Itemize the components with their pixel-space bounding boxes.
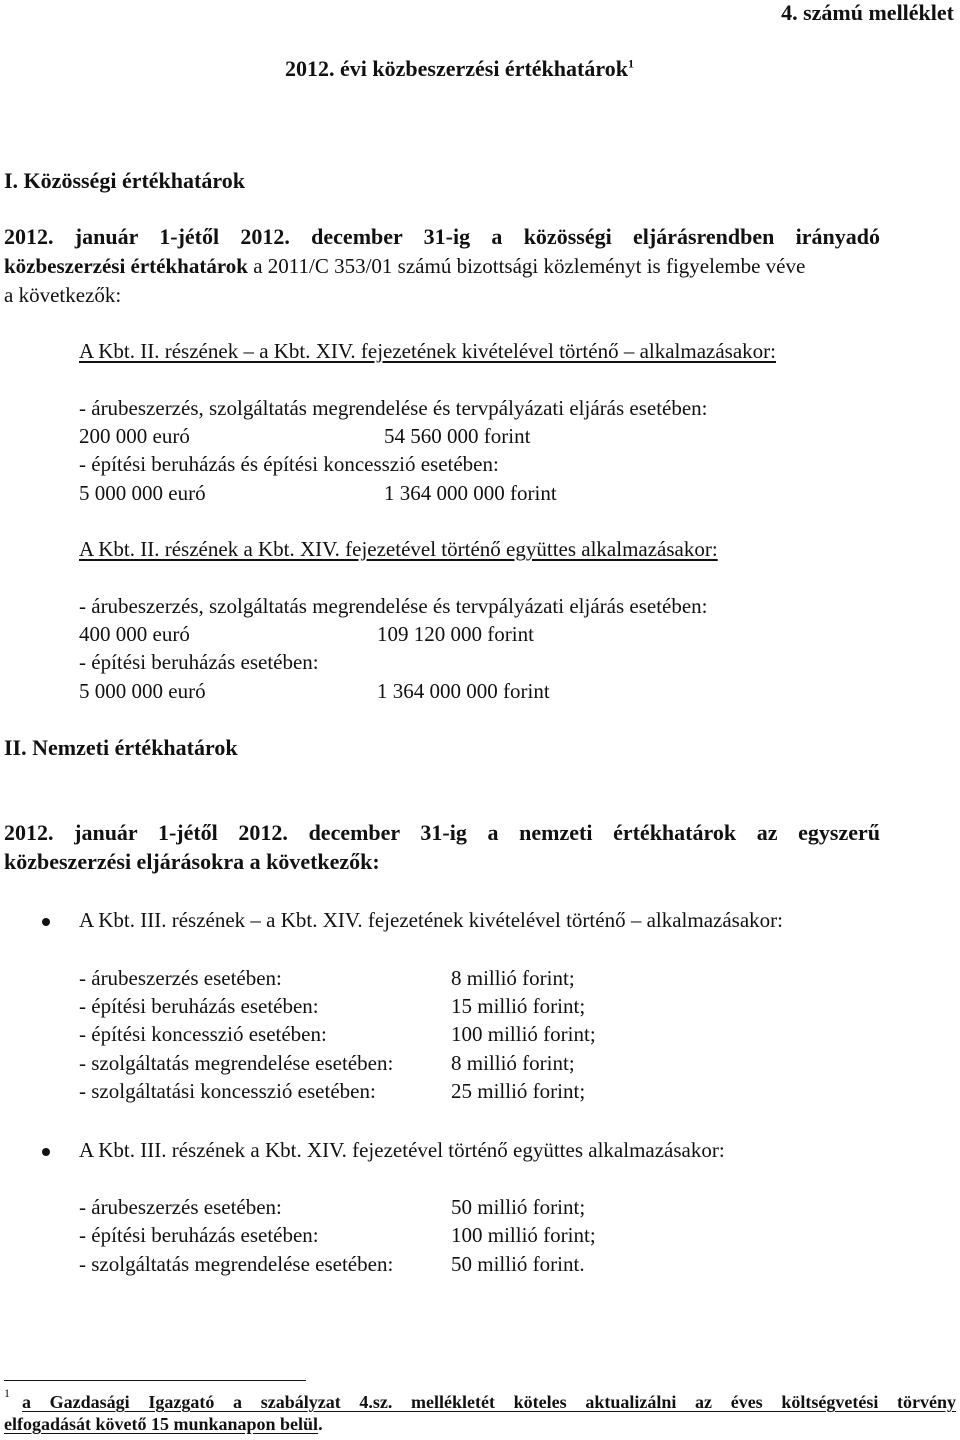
section-1-case-1-item-2-eur: 5 000 000 euró: [79, 481, 206, 505]
section-2-case-1-row-3-value: 100 millió forint;: [451, 1022, 596, 1046]
footnote-separator: [4, 1380, 306, 1381]
section-2-case-1-row-3-label: - építési koncesszió esetében:: [79, 1022, 327, 1046]
section-1-heading: I. Közösségi értékhatárok: [4, 168, 245, 193]
section-2-case-1-row-2-label: - építési beruházás esetében:: [79, 994, 319, 1018]
section-1-case-2-item-1-eur: 400 000 euró: [79, 622, 190, 646]
section-1-case-2-item-2-eur: 5 000 000 euró: [79, 679, 206, 703]
section-2-case-1-row-5-value: 25 millió forint;: [451, 1079, 586, 1103]
section-2-case-2-heading: A Kbt. III. részének a Kbt. XIV. fejezetével történő együttes alkalmazásakor:: [79, 1138, 725, 1162]
section-1-case-2-item-1-label: - árubeszerzés, szolgáltatás megrendelése és tervpályázati eljárás esetében:: [79, 594, 708, 618]
section-2-case-2-row-2-value: 100 millió forint;: [451, 1223, 596, 1247]
section-1-intro-line-3: a következők:: [4, 283, 122, 307]
bullet-icon: [42, 1148, 50, 1156]
section-2-heading: II. Nemzeti értékhatárok: [4, 735, 238, 760]
section-2-case-1-heading: A Kbt. III. részének – a Kbt. XIV. fejezetének kivételével történő – alkalmazásakor:: [79, 908, 783, 932]
section-2-case-1-row-4-value: 8 millió forint;: [451, 1051, 575, 1075]
section-1-case-1-heading: A Kbt. II. részének – a Kbt. XIV. fejezetének kivételével történő – alkalmazásakor:: [79, 339, 776, 363]
section-2-case-1-row-5-label: - szolgáltatási koncesszió esetében:: [79, 1079, 376, 1103]
footnote-marker: 1: [4, 1386, 10, 1400]
section-2-intro-line-1: 2012. január 1-jétől 2012. december 31-ig a nemzeti értékhatárok az egyszerű: [4, 820, 880, 845]
section-1-case-1-item-1-label: - árubeszerzés, szolgáltatás megrendelése és tervpályázati eljárás esetében:: [79, 396, 708, 420]
document-title: [285, 56, 634, 82]
section-2-case-2-row-3-value: 50 millió forint.: [451, 1252, 585, 1276]
section-1-case-2-item-2-label: - építési beruházás esetében:: [79, 650, 319, 674]
footnote-reference: 1: [627, 56, 634, 71]
footnote-line-1: a Gazdasági Igazgató a szabályzat 4.sz. mellékletét köteles aktualizálni az éves költségvetési törvény: [22, 1392, 956, 1412]
section-1-case-2-item-2-huf: 1 364 000 000 forint: [377, 679, 550, 703]
section-1-case-1-item-1-huf: 54 560 000 forint: [384, 424, 531, 448]
section-1-case-2-item-1-huf: 109 120 000 forint: [377, 622, 534, 646]
section-1-intro-line-2: [4, 254, 805, 279]
section-2-case-1-row-1-value: 8 millió forint;: [451, 966, 575, 990]
section-1-intro-bold: közbeszerzési értékhatárok: [4, 254, 248, 278]
section-2-case-1-row-4-label: - szolgáltatás megrendelése esetében:: [79, 1051, 394, 1075]
document-title-text: 2012. évi közbeszerzési értékhatárok: [285, 56, 628, 81]
section-2-case-2-row-2-label: - építési beruházás esetében:: [79, 1223, 319, 1247]
section-2-case-1-row-1-label: - árubeszerzés esetében:: [79, 966, 282, 990]
section-2-case-2-row-1-label: - árubeszerzés esetében:: [79, 1195, 282, 1219]
section-1-case-1-item-2-label: - építési beruházás és építési koncesszió esetében:: [79, 452, 499, 476]
annex-label: 4. számú melléklet: [781, 0, 954, 25]
section-2-case-1-row-2-value: 15 millió forint;: [451, 994, 586, 1018]
section-1-case-2-heading: A Kbt. II. részének a Kbt. XIV. fejezetével történő együttes alkalmazásakor:: [79, 537, 718, 561]
footnote-line-2-text: elfogadását követő 15 munkanapon belül: [4, 1414, 319, 1434]
section-2-case-2-row-1-value: 50 millió forint;: [451, 1195, 586, 1219]
section-1-case-1-item-2-huf: 1 364 000 000 forint: [384, 481, 557, 505]
section-2-intro-line-2: közbeszerzési eljárásokra a következők:: [4, 849, 380, 874]
bullet-icon: [42, 918, 50, 926]
section-2-case-2-row-3-label: - szolgáltatás megrendelése esetében:: [79, 1252, 394, 1276]
section-1-case-1-item-1-eur: 200 000 euró: [79, 424, 190, 448]
section-1-intro-rest: a 2011/C 353/01 számú bizottsági közleményt is figyelembe véve: [247, 254, 806, 278]
footnote-line-2-end: .: [318, 1414, 323, 1434]
footnote-line-2: [4, 1414, 323, 1435]
section-1-intro-line-1: 2012. január 1-jétől 2012. december 31-ig a közösségi eljárásrendben irányadó: [4, 224, 880, 249]
